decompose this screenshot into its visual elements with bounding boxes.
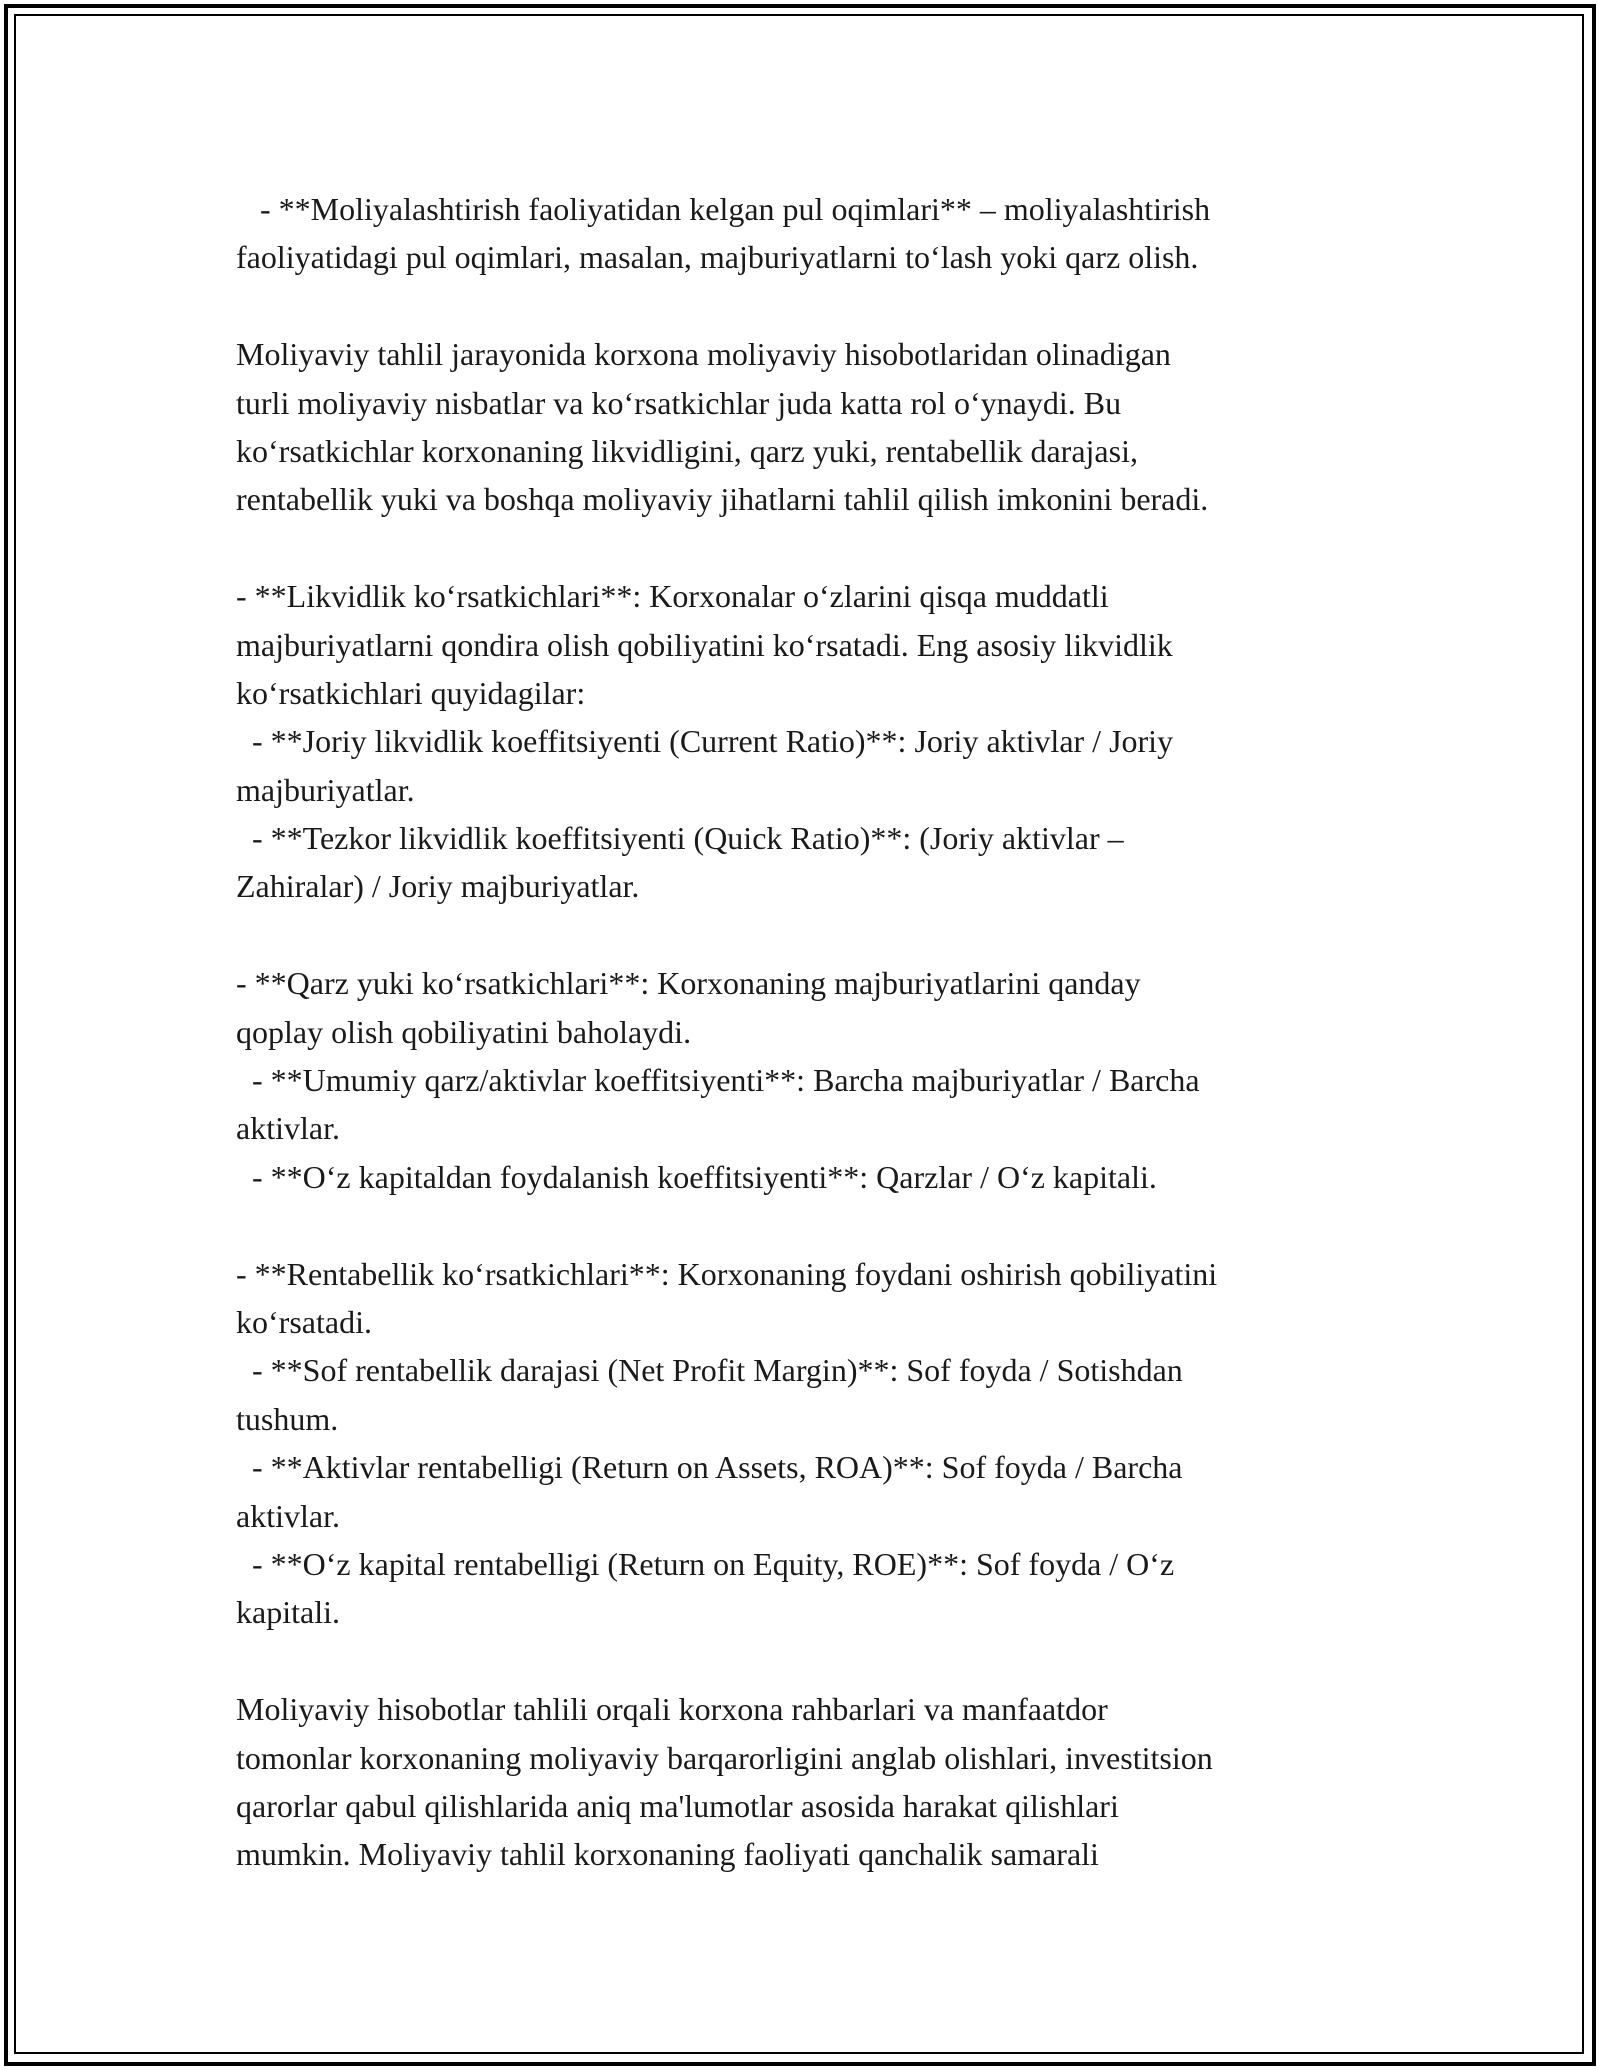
text-line: - **Rentabellik ko‘rsatkichlari**: Korxonaning foydani oshirish qobiliyatini [236,1255,1218,1292]
text-line: turli moliyaviy nisbatlar va ko‘rsatkichlar juda katta rol o‘ynaydi. Bu [236,384,1122,421]
text-line: aktivlar. [236,1497,340,1534]
text-line: faoliyatidagi pul oqimlari, masalan, majburiyatlarni to‘lash yoki qarz olish. [236,239,1199,276]
text-line: - **Qarz yuki ko‘rsatkichlari**: Korxonaning majburiyatlarini qanday [236,965,1141,1002]
text-line: rentabellik yuki va boshqa moliyaviy jihatlarni tahlil qilish imkonini beradi. [236,481,1209,518]
document-body [236,185,1376,1879]
text-line: Zahiralar) / Joriy majburiyatlar. [236,868,640,905]
text-line: - **Moliyalashtirish faoliyatidan kelgan pul oqimlari** – moliyalashtirish [236,191,1211,227]
text-line: - **O‘z kapitaldan foydalanish koeffitsiyenti**: Qarzlar / O‘z kapitali. [236,1158,1157,1195]
text-line: qarorlar qabul qilishlarida aniq ma'lumotlar asosida harakat qilishlari [236,1787,1119,1824]
text-line: - **Tezkor likvidlik koeffitsiyenti (Quick Ratio)**: (Joriy aktivlar – [236,820,1124,857]
text-line: - **Likvidlik ko‘rsatkichlari**: Korxonalar o‘zlarini qisqa muddatli [236,578,1109,615]
text-line: - **Joriy likvidlik koeffitsiyenti (Current Ratio)**: Joriy aktivlar / Joriy [236,723,1174,760]
text-line: tushum. [236,1400,339,1437]
text-line: - **Sof rentabellik darajasi (Net Profit Margin)**: Sof foyda / Sotishdan [236,1352,1183,1389]
text-line: mumkin. Moliyaviy tahlil korxonaning faoliyati qanchalik samarali [236,1836,1099,1873]
text-line: - **O‘z kapital rentabelligi (Return on Equity, ROE)**: Sof foyda / O‘z [236,1545,1175,1582]
text-line [236,911,1376,959]
text-line: tomonlar korxonaning moliyaviy barqarorligini anglab olishlari, investitsion [236,1739,1213,1776]
text-line: ko‘rsatadi. [236,1303,372,1340]
text-line: Moliyaviy hisobotlar tahlili orqali korxona rahbarlari va manfaatdor [236,1691,1108,1728]
text-line: qoplay olish qobiliyatini baholaydi. [236,1013,692,1050]
text-line [236,524,1376,572]
text-line: Moliyaviy tahlil jarayonida korxona moliyaviy hisobotlaridan olinadigan [236,336,1171,373]
text-line [236,1201,1376,1249]
text-line: - **Umumiy qarz/aktivlar koeffitsiyenti**: Barcha majburiyatlar / Barcha [236,1062,1200,1099]
text-line [236,1637,1376,1685]
text-line [236,282,1376,330]
text-line: majburiyatlarni qondira olish qobiliyatini ko‘rsatadi. Eng asosiy likvidlik [236,626,1173,663]
text-line: ko‘rsatkichlar korxonaning likvidligini, qarz yuki, rentabellik darajasi, [236,432,1138,469]
text-line: - **Aktivlar rentabelligi (Return on Assets, ROA)**: Sof foyda / Barcha [236,1449,1183,1486]
text-line: aktivlar. [236,1110,340,1147]
text-line: kapitali. [236,1594,340,1631]
text-line: majburiyatlar. [236,771,415,808]
text-line: ko‘rsatkichlari quyidagilar: [236,674,586,711]
